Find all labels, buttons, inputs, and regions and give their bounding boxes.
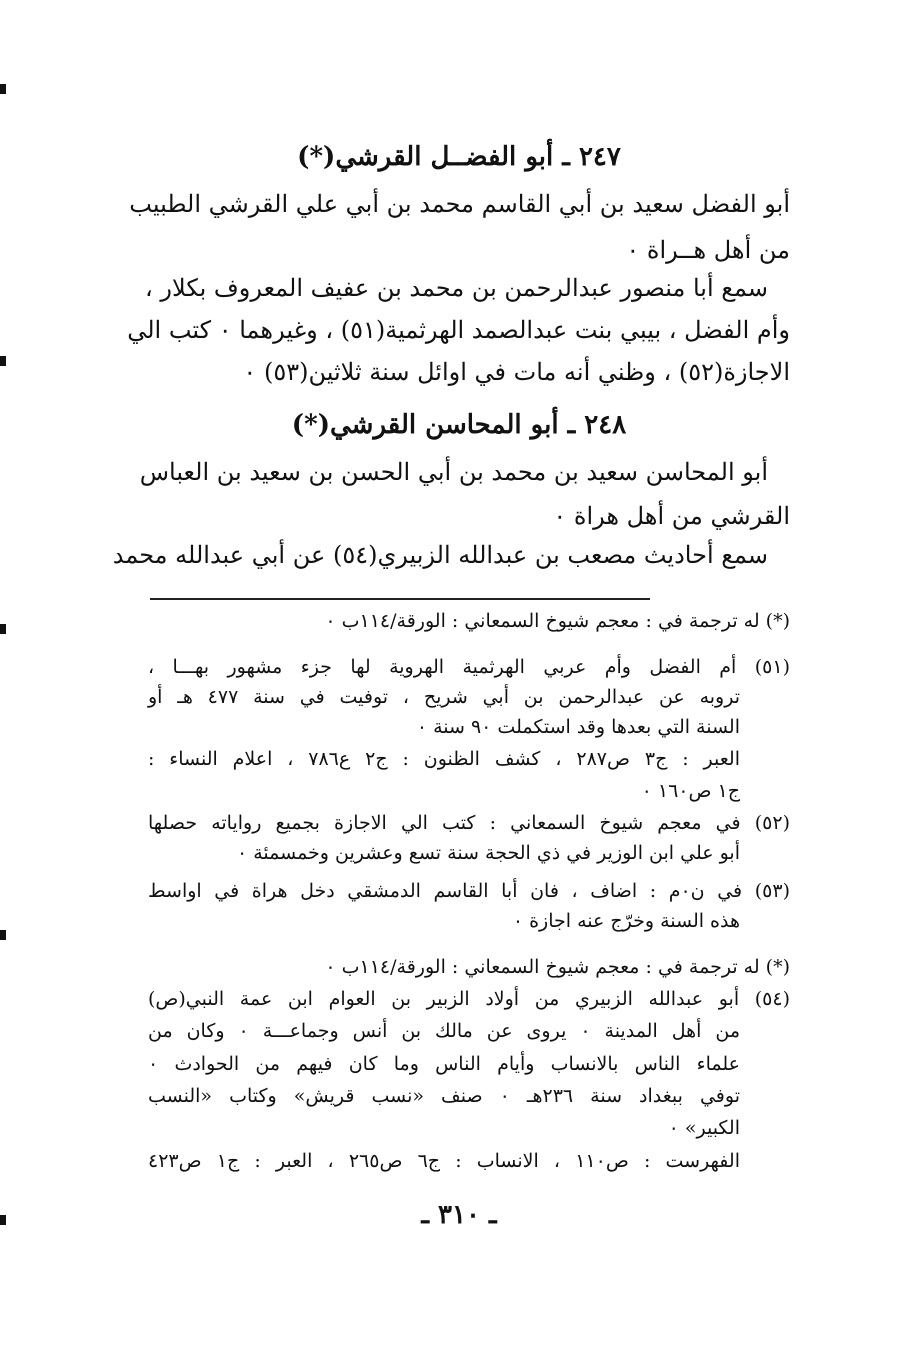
entry-248-heading: ٢٤٨ ـ أبو المحاسن القرشي(*) — [291, 410, 627, 440]
footnote-line: العبر : ج٣ ص٢٨٧ ، كشف الظنون : ج٢ ع٧٨٦ ، اعلام النساء : — [148, 748, 740, 770]
footnote-line: (٥٤) أبو عبدالله الزبيري من أولاد الزبير بن العوام ابن عمة النبي(ص) — [148, 988, 790, 1010]
footnote-line: توفي ببغداد سنة ٢٣٦هـ ٠ صنف «نسب قريش» وكتاب «النسب — [148, 1085, 740, 1107]
entry-248-line: سمع أحاديث مصعب بن عبدالله الزبيري(٥٤) عن أبي عبدالله محمد — [112, 541, 768, 569]
entry-247-line: سمع أبا منصور عبدالرحمن بن محمد بن عفيف المعروف بكلار ، — [145, 274, 768, 302]
footnote-line: (٥٢) في معجم شيوخ السمعاني : كتب الي الاجازة بجميع رواياته حصلها — [148, 812, 790, 834]
entry-248-line: أبو المحاسن سعيد بن محمد بن أبي الحسن بن سعيد بن العباس — [139, 458, 768, 486]
entry-247-line: الاجازة(٥٢) ، وظني أنه مات في اوائل سنة ثلاثين(٥٣) ٠ — [243, 358, 790, 386]
entry-248-line: القرشي من أهل هراة ٠ — [553, 502, 790, 530]
footnote-line: (*) له ترجمة في : معجم شيوخ السمعاني : الورقة/١١٤ب ٠ — [325, 956, 790, 978]
entry-247-heading: ٢٤٧ ـ أبو الفضــل القرشي(*) — [297, 142, 621, 172]
footnote-separator — [150, 598, 650, 600]
footnote-line: (٥٣) في ن٠م : اضاف ، فان أبا القاسم الدمشقي دخل هراة في اواسط — [148, 880, 790, 902]
footnote-line: ج١ ص١٦٠ ٠ — [641, 780, 740, 802]
scan-margin-mark — [0, 624, 6, 634]
footnote-line: أبو علي ابن الوزير في ذي الحجة سنة تسع وعشرين وخمسمئة ٠ — [236, 842, 740, 864]
footnote-line: تروبه عن عبدالرحمن بن أبي شريح ، توفيت في سنة ٤٧٧ هـ أو — [148, 686, 741, 708]
entry-247-line: أبو الفضل سعيد بن أبي القاسم محمد بن أبي علي القرشي الطبيب — [129, 190, 790, 218]
page-number: ـ ٣١٠ ـ — [421, 1200, 497, 1230]
footnote-line: الفهرست : ص١١٠ ، الانساب : ج٦ ص٢٦٥ ، العبر : ج١ ص٤٢٣ — [148, 1150, 740, 1172]
footnote-line: علماء الناس بالانساب وأيام الناس وما كان فيهم من الحوادث ٠ — [148, 1053, 740, 1075]
footnote-line: الكبير» ٠ — [668, 1117, 740, 1139]
footnote-line: هذه السنة وخرّج عنه اجازة ٠ — [512, 910, 740, 932]
footnote-line: (*) له ترجمة في : معجم شيوخ السمعاني : الورقة/١١٤ب ٠ — [325, 610, 790, 632]
scan-margin-mark — [0, 356, 6, 366]
footnote-line: (٥١) أم الفضل وأم عربي الهرثمية الهروية لها جزء مشهور بهـــا ، — [148, 656, 790, 678]
footnote-line: من أهل المدينة ٠ يروى عن مالك بن أنس وجماعـــة ٠ وكان من — [148, 1020, 740, 1042]
footnote-line: السنة التي بعدها وقد استكملت ٩٠ سنة ٠ — [416, 716, 740, 738]
scan-margin-mark — [0, 930, 6, 940]
entry-247-line: من أهل هــراة ٠ — [626, 236, 790, 264]
scan-margin-mark — [0, 84, 6, 94]
entry-247-line: وأم الفضل ، بيبي بنت عبدالصمد الهرثمية(٥١) ، وغيرهما ٠ كتب الي — [127, 316, 790, 344]
